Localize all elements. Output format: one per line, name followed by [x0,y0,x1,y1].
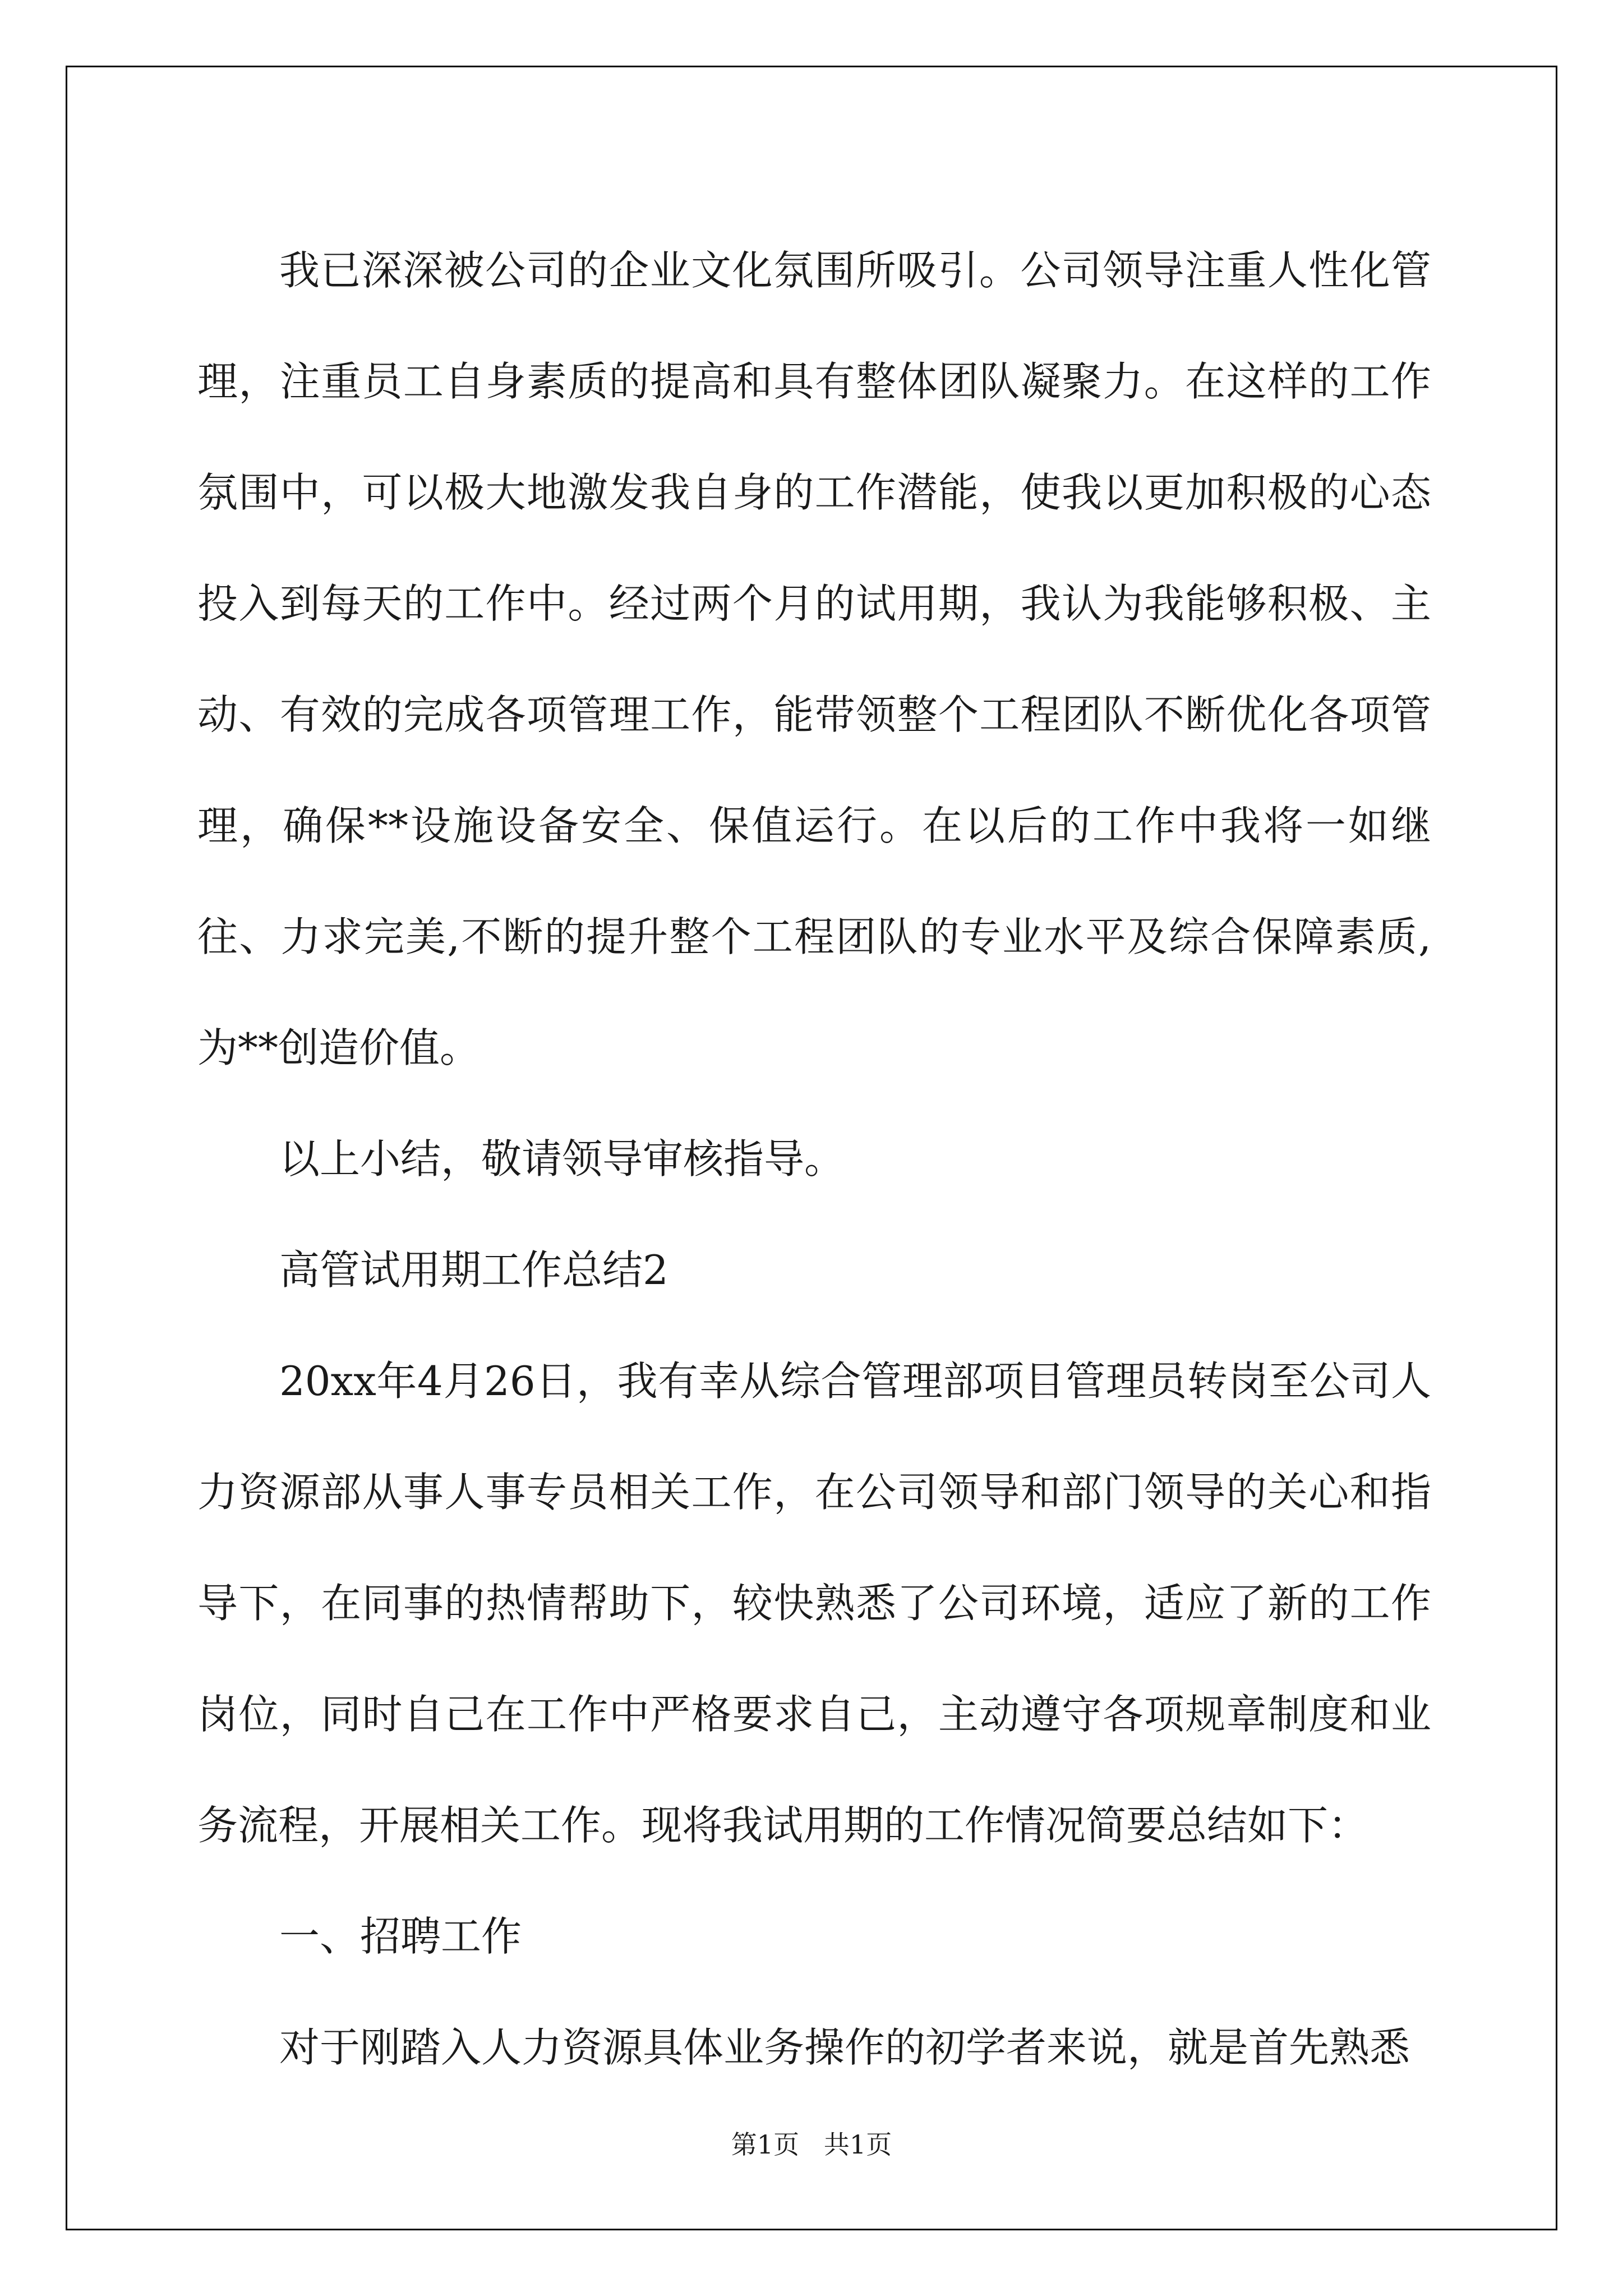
page-number-footer: 第1页 共1页 [731,2129,892,2160]
section-title: 高管试用期工作总结2 [279,1246,668,1294]
paragraph-intro: 20xx年4月26日，我有幸从综合管理部项目管理员转岗至公司人力资源部从事人事专员相关工作，在公司领导和部门领导的关心和指导下，在同事的热情帮助下，较快熟悉了公司环境，适应了新的工作岗位，同时自己在工作中严格要求自己，主动遵守各项规章制度和业务流程，开展相关工作。现将我试用期的工作情况简要总结如下： [197,1358,1431,1849]
document-body [197,215,1431,2103]
section-heading-recruitment: 一、招聘工作 [279,1913,522,1960]
paragraph-closing-remark: 以上小结，敬请领导审核指导。 [279,1135,845,1182]
paragraph-corporate-culture: 我已深深被公司的企业文化氛围所吸引。公司领导注重人性化管理，注重员工自身素质的提高和具有整体团队凝聚力。在这样的工作氛围中，可以极大地激发我自身的工作潜能，使我以更加积极的心态投入到每天的工作中。经过两个月的试用期，我认为我能够积极、主动、有效的完成各项管理工作，能带领整个工程团队不断优化各项管理，确保**设施设备安全、保值运行。在以后的工作中我将一如继往、力求完美,不断的提升整个工程团队的专业水平及综合保障素质,为**创造价值。 [197,247,1431,1071]
paragraph-recruitment: 对于刚踏入人力资源具体业务操作的初学者来说，就是首先熟悉 [279,2024,1410,2071]
